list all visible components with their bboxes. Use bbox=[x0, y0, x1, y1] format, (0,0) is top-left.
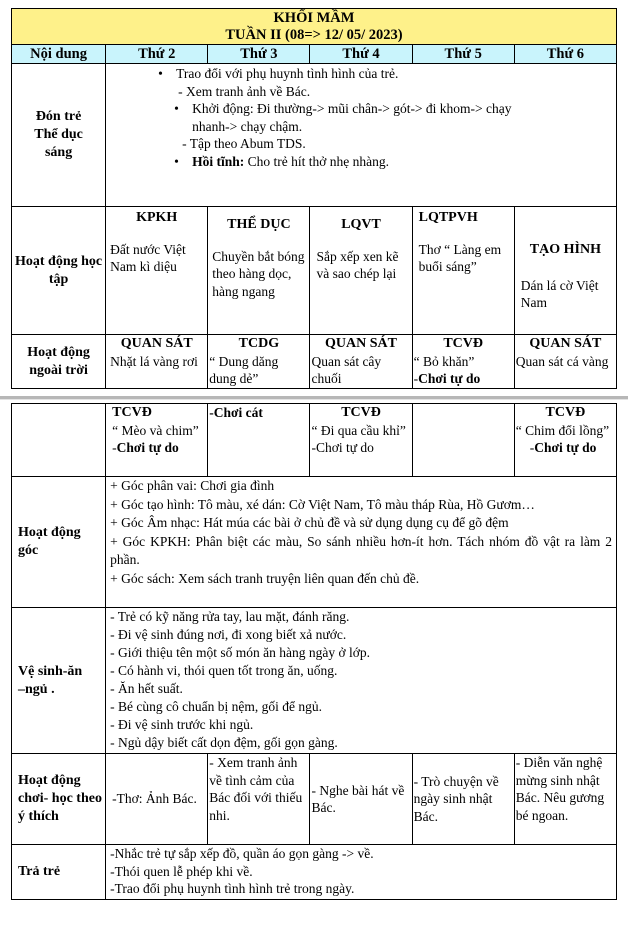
list-item: + Góc tạo hình: Tô màu, xé dán: Cờ Việt Nam, Tô màu tháp Rùa, Hồ Gươm… bbox=[110, 496, 535, 512]
list-item: - Đi vệ sinh trước khi ngủ. bbox=[110, 717, 254, 732]
ngoai-troi-thu: TCVĐ “ Bỏ khăn” -Chơi tự do bbox=[412, 335, 514, 389]
subject-content: Đất nước Việt Nam kì diệu bbox=[110, 241, 186, 274]
row-hoat-dong-hoc-tap bbox=[12, 207, 617, 335]
continued-tue: -Chơi cát bbox=[208, 404, 310, 477]
title-cell bbox=[12, 9, 617, 45]
row-label-tra-tre: Trả trẻ bbox=[12, 845, 106, 900]
list-item: - Trẻ có kỹ năng rửa tay, lau mặt, đánh răng. bbox=[110, 609, 350, 624]
ngoai-troi-mon: QUAN SÁT Nhặt lá vàng rơi bbox=[106, 335, 208, 389]
list-item: • Trao đổi với phụ huynh tình hình của trẻ. bbox=[158, 65, 614, 83]
title-row bbox=[12, 9, 617, 45]
page-title: KHỐI MẦM bbox=[273, 10, 355, 26]
empty-label-cell bbox=[12, 404, 106, 477]
col-header-mon: Thứ 2 bbox=[106, 45, 208, 64]
hoc-tap-tue bbox=[208, 207, 310, 335]
goc-content bbox=[106, 477, 617, 608]
list-item: - Ngủ dậy biết cất dọn đệm, gối gọn gàng. bbox=[110, 735, 338, 750]
ngoai-troi-fri: QUAN SÁT Quan sát cá vàng bbox=[514, 335, 616, 389]
list-item: - Xem tranh ảnh về Bác. bbox=[178, 83, 311, 99]
list-item: + Góc phân vai: Chơi gia đình bbox=[110, 478, 275, 493]
y-thich-fri: - Diễn văn nghệ mừng sinh nhật Bác. Nêu gương bé ngoan. bbox=[514, 754, 616, 845]
don-tre-content bbox=[106, 64, 617, 207]
row-choi-theo-y-thich bbox=[12, 754, 617, 845]
continued-thu-empty bbox=[412, 404, 514, 477]
week-subtitle: TUẦN II (08=> 12/ 05/ 2023) bbox=[225, 27, 403, 43]
list-item: - Có hành vi, thói quen tốt trong ăn, uống. bbox=[110, 663, 338, 678]
list-item: + Góc Âm nhạc: Hát múa các bài ở chủ đề và sử dụng dụng cụ để gõ đệm bbox=[110, 515, 509, 530]
ngoai-troi-wed: QUAN SÁT Quan sát cây chuối bbox=[310, 335, 412, 389]
hoc-tap-mon bbox=[106, 207, 208, 335]
schedule-table-page-1 bbox=[11, 8, 617, 389]
continued-fri: TCVĐ “ Chim đổi lồng” -Chơi tự do bbox=[514, 404, 616, 477]
subject-title: LQVT bbox=[341, 217, 381, 232]
y-thich-thu: - Trò chuyện về ngày sinh nhật Bác. bbox=[412, 754, 514, 845]
row-ngoai-troi-continued bbox=[12, 404, 617, 477]
schedule-table-page-2 bbox=[11, 403, 617, 900]
tra-tre-content bbox=[106, 845, 617, 900]
list-item: -Thói quen lễ phép khi về. bbox=[110, 863, 253, 879]
row-don-tre bbox=[12, 64, 617, 207]
list-item: • Hồi tĩnh: Cho trẻ hít thở nhẹ nhàng. bbox=[174, 153, 614, 171]
row-label-ngoai-troi: Hoạt động ngoài trời bbox=[12, 335, 106, 389]
list-item: -Trao đổi phụ huynh tình hình trẻ trong ngày. bbox=[110, 881, 355, 896]
row-label-hoc-tap: Hoạt động học tập bbox=[12, 207, 106, 335]
list-item: - Giới thiệu tên một số món ăn hàng ngày ở lớp. bbox=[110, 645, 371, 660]
subject-content: Thơ “ Làng em buổi sáng” bbox=[418, 241, 502, 274]
col-header-fri: Thứ 6 bbox=[514, 45, 616, 64]
row-hoat-dong-goc bbox=[12, 477, 617, 608]
list-item: + Góc sách: Xem sách tranh truyện liên quan đến chủ đề. bbox=[110, 570, 420, 586]
ve-sinh-content bbox=[106, 608, 617, 754]
hoc-tap-wed bbox=[310, 207, 412, 335]
continued-mon: TCVĐ “ Mèo và chim” -Chơi tự do bbox=[106, 404, 208, 477]
col-header-content: Nội dung bbox=[12, 45, 106, 64]
row-label-choi-theo-y-thich: Hoạt động chơi- học theo ý thích bbox=[12, 754, 106, 845]
y-thich-mon: -Thơ: Ảnh Bác. bbox=[106, 754, 208, 845]
row-ve-sinh bbox=[12, 608, 617, 754]
col-header-thu: Thứ 5 bbox=[412, 45, 514, 64]
subject-title: TẠO HÌNH bbox=[529, 242, 601, 257]
y-thich-tue: - Xem tranh ảnh về tình cảm của Bác đối với thiếu nhi. bbox=[208, 754, 310, 845]
ngoai-troi-tue: TCDG “ Dung dăng dung dẻ” bbox=[208, 335, 310, 389]
list-item: + Góc KPKH: Phân biệt các màu, So sánh nhiều hơn-ít hơn. Tách nhóm đồ vật ra làm 2 phần. bbox=[110, 533, 612, 567]
list-item: - Ăn hết suất. bbox=[110, 681, 183, 696]
list-item: -Nhắc trẻ tự sắp xếp đồ, quần áo gọn gàng -> về. bbox=[110, 846, 374, 861]
subject-title: LQTPVH bbox=[418, 210, 478, 225]
col-header-tue: Thứ 3 bbox=[208, 45, 310, 64]
subject-title: KPKH bbox=[136, 210, 178, 225]
subject-content: Sắp xếp xen kẽ và sao chép lại bbox=[316, 248, 399, 281]
subject-title: THỂ DỤC bbox=[227, 217, 291, 232]
row-label-goc: Hoạt động góc bbox=[12, 477, 106, 608]
hoc-tap-fri bbox=[514, 207, 616, 335]
hoc-tap-thu bbox=[412, 207, 514, 335]
page-break-shadow bbox=[0, 399, 628, 400]
row-ngoai-troi bbox=[12, 335, 617, 389]
row-label-ve-sinh: Vệ sinh-ăn –ngủ . bbox=[12, 608, 106, 754]
subject-content: Dán lá cờ Việt Nam bbox=[520, 277, 599, 310]
row-tra-tre bbox=[12, 845, 617, 900]
column-header-row bbox=[12, 45, 617, 64]
list-item: - Đi vệ sinh đúng nơi, đi xong biết xả nước. bbox=[110, 627, 347, 642]
y-thich-wed: - Nghe bài hát về Bác. bbox=[310, 754, 412, 845]
continued-wed: TCVĐ “ Đi qua cầu khỉ” -Chơi tự do bbox=[310, 404, 412, 477]
list-item: - Tập theo Abum TDS. bbox=[182, 136, 306, 151]
list-item: - Bé cùng cô chuẩn bị nệm, gối để ngủ. bbox=[110, 699, 322, 714]
row-label-don-tre: Đón trẻ Thể dục sáng bbox=[12, 64, 106, 207]
subject-content: Chuyền bắt bóng theo hàng dọc, hàng ngang bbox=[212, 248, 305, 299]
list-item: • Khởi động: Đi thường-> mũi chân-> gót-> đi khom-> chạy nhanh-> chạy chậm. bbox=[174, 100, 614, 135]
col-header-wed: Thứ 4 bbox=[310, 45, 412, 64]
